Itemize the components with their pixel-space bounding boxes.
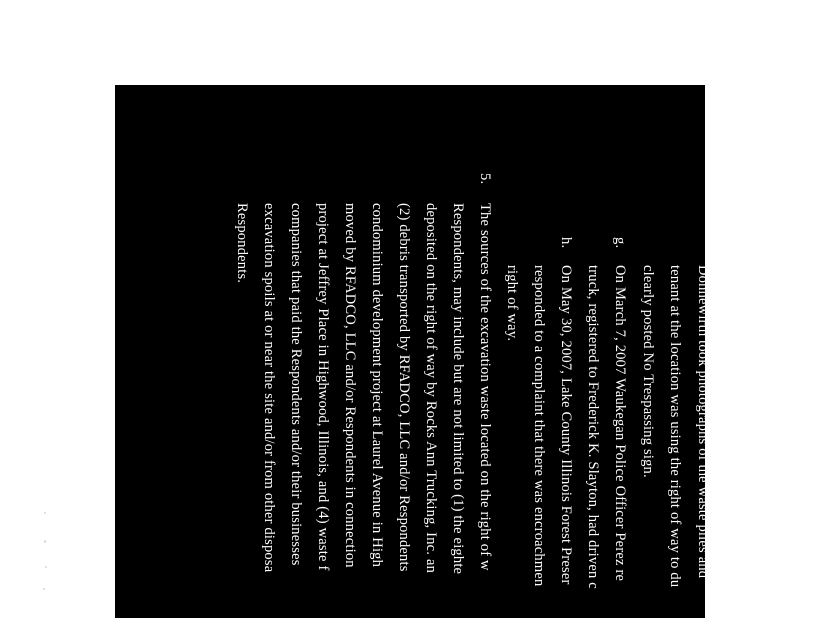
text-line: deposited on the right of way by Rocks Ann Trucking, Inc. an [423, 203, 439, 574]
list-marker: f. [750, 237, 766, 246]
text-line: Respondents, may include but are not limited to (1) the eighte [450, 203, 466, 575]
text-line: Waukegan Police Office Donnewirth investigated th [750, 265, 766, 578]
text-line: Inc. [777, 265, 793, 288]
scanned-document-page [115, 85, 821, 618]
text-line: during a visit to the Waukegan location on February 9 [722, 265, 738, 588]
text-line: On May 30, 2007, Lake County Illinois Forest Preser [558, 265, 574, 585]
text-line: On March 7, 2007 Waukegan Police Officer Perez re [612, 265, 628, 582]
text-line: truck, registered to Frederick K. Slayton, had driven c [585, 265, 601, 589]
scan-speck [44, 540, 46, 543]
list-marker: 5. [477, 173, 493, 185]
scan-speck [44, 512, 46, 514]
text-line: Respondents. [234, 203, 250, 284]
text-line: clearly posted No Trespassing sign. [640, 265, 656, 478]
scan-speck [45, 566, 47, 568]
text-line: responded to a complaint that there was encroachmen [531, 265, 547, 587]
list-marker: g. [612, 237, 628, 249]
scan-speck [43, 588, 45, 590]
text-line: condominium development project at Laurel Avenue in High [369, 203, 385, 568]
text-line: project at Jeffrey Place in Highwood, Illinois, and (4) waste f [315, 203, 331, 571]
list-marker: h. [558, 237, 574, 249]
text-line: companies that paid the Respondents and/or their businesses [288, 203, 304, 566]
text-line: tenant at the location was using the right of way to du [667, 265, 683, 588]
text-line: excavation spoils at or near the site and/or from other disposa [261, 203, 277, 573]
text-line: The sources of the excavation waste located on the right of w [477, 203, 493, 571]
text-line: and that Ann Vole Slayton, his wife, was the presiden [805, 265, 821, 585]
text-line: moved by RFADCO, LLC and/or Respondents in connection [342, 203, 358, 568]
text-line: right of way. [504, 265, 520, 342]
text-line: Donnewirth took photographs of the waste piles and [695, 265, 711, 579]
text-line: (2) debris transported by RFADCO, LLC and/or Respondents [396, 203, 412, 572]
